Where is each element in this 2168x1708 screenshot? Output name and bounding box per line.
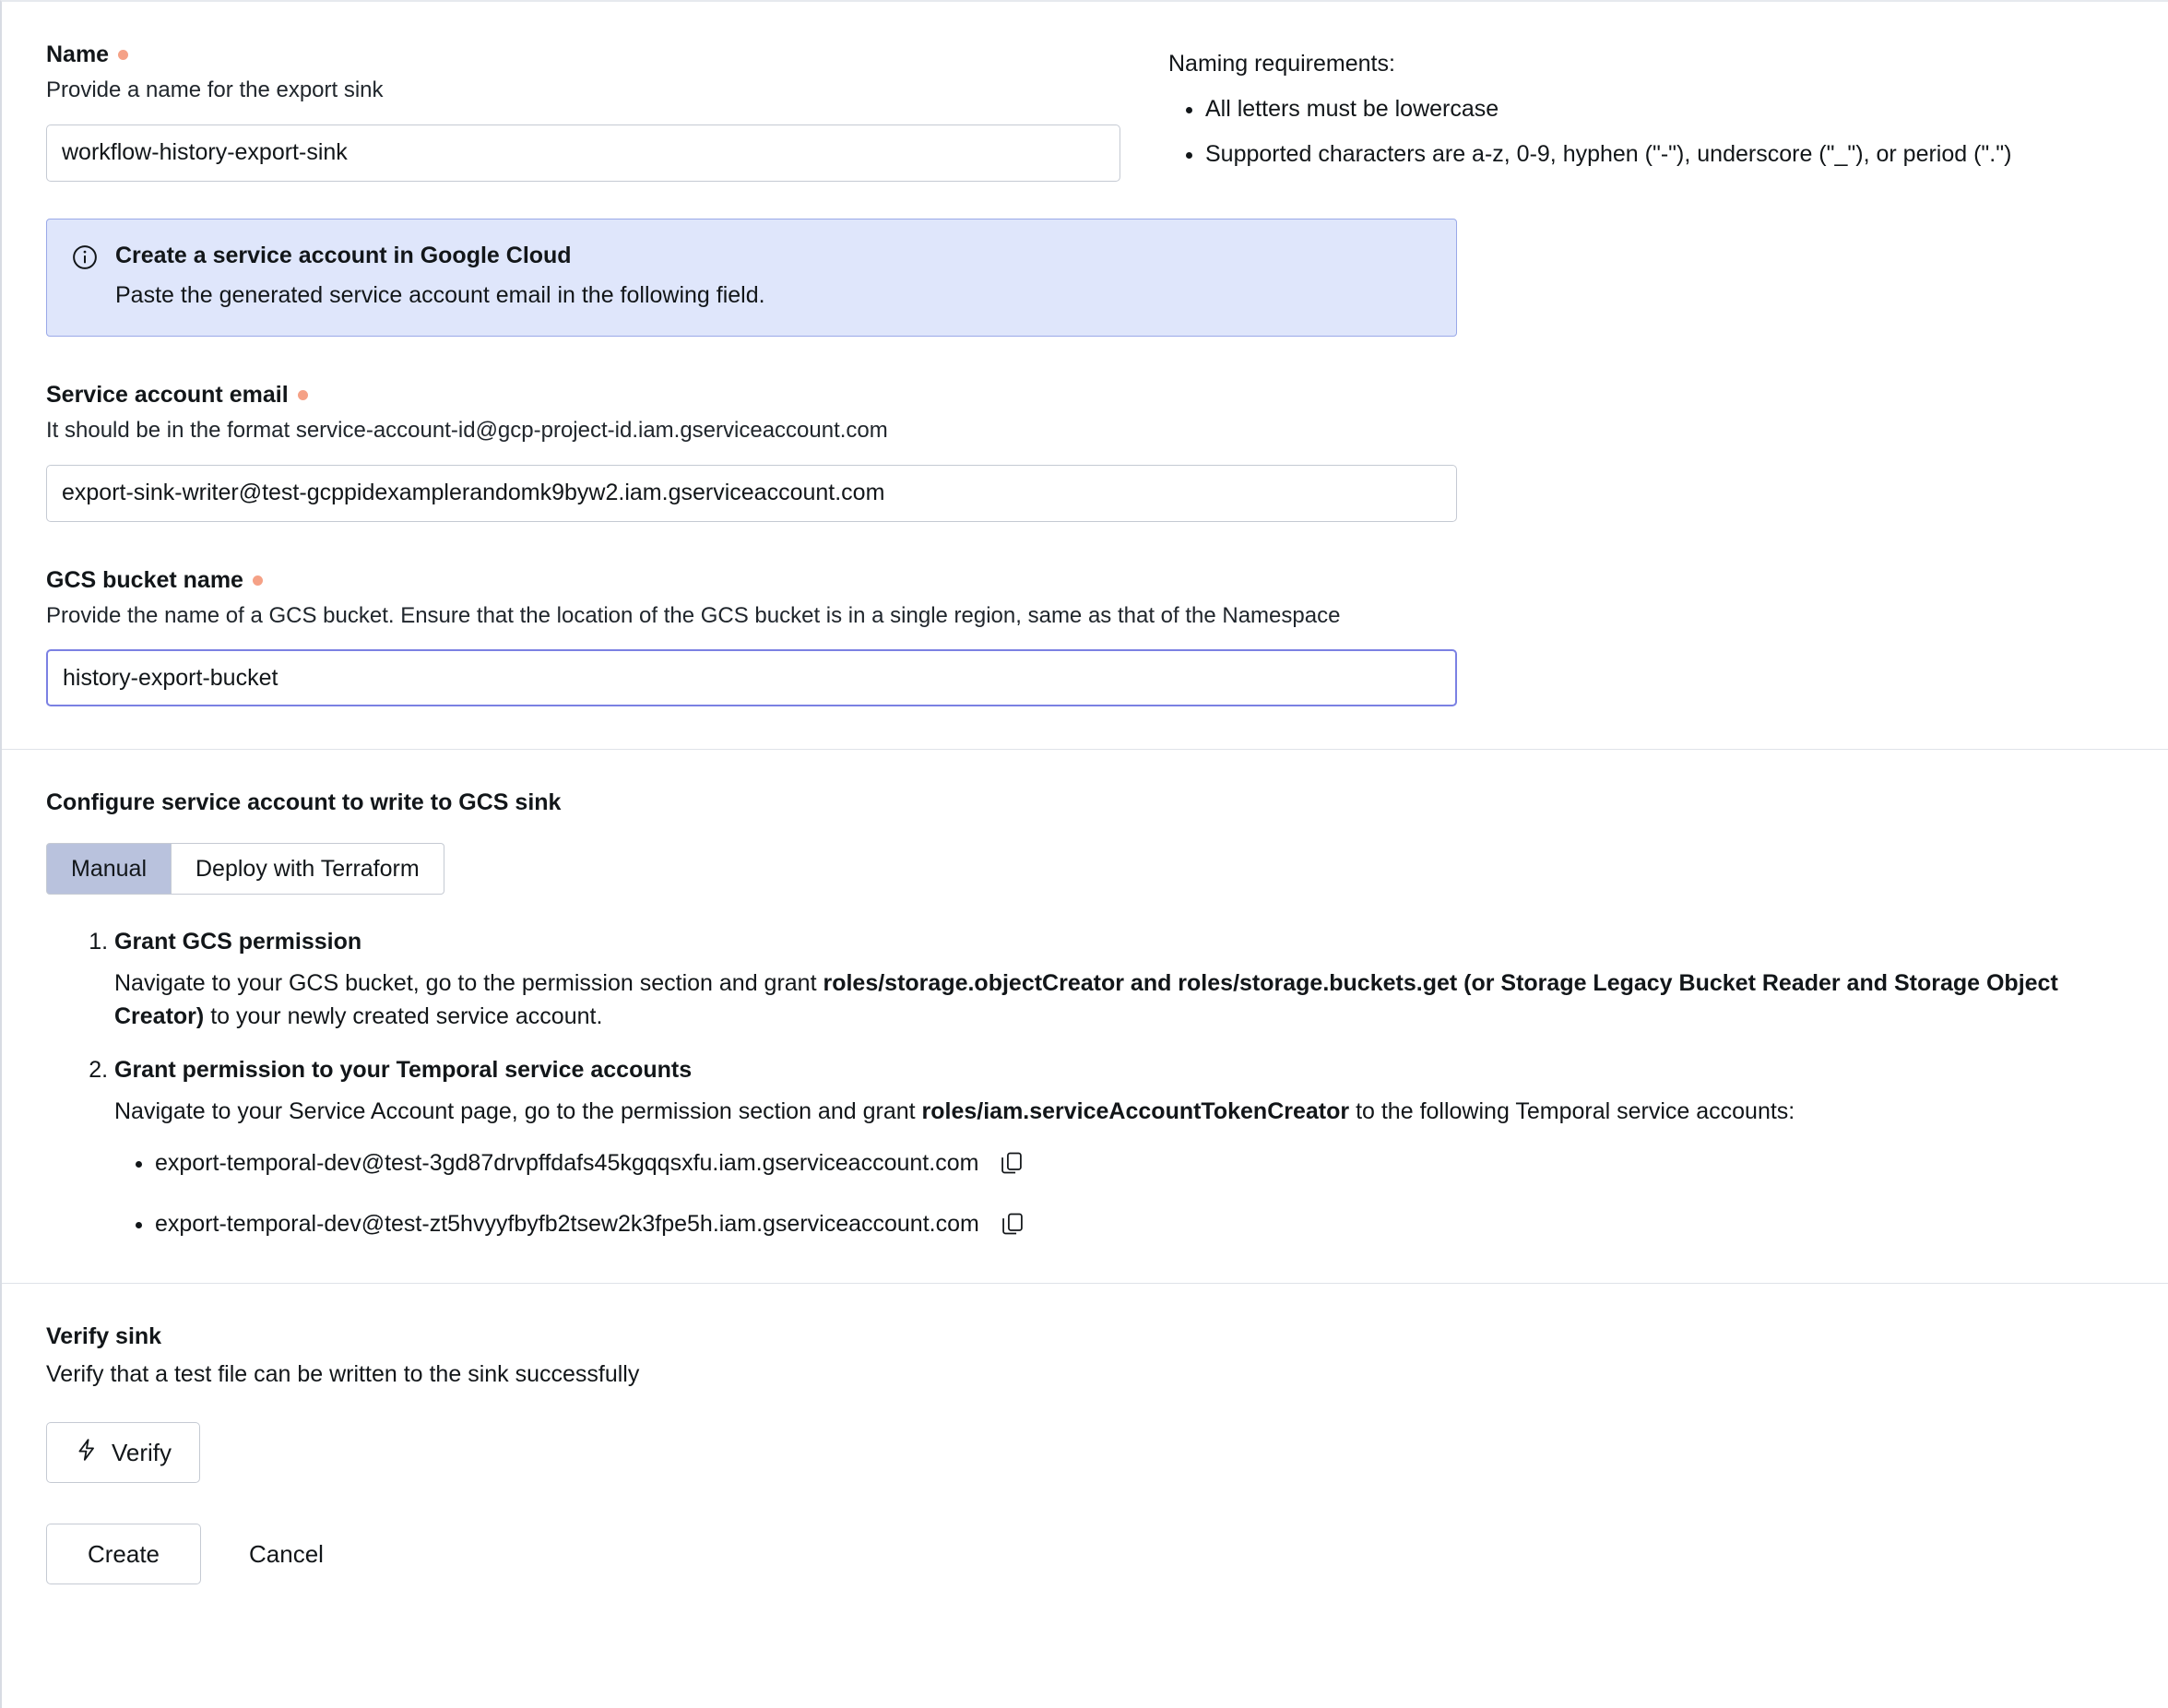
step-body-text: to your newly created service account. <box>204 1003 603 1030</box>
service-account-email-input[interactable] <box>46 465 1457 522</box>
gcs-bucket-label-text: GCS bucket name <box>46 566 243 593</box>
name-label <box>46 39 1120 71</box>
name-help-text: Provide a name for the export sink <box>46 77 384 102</box>
gcs-bucket-input[interactable] <box>46 649 1457 706</box>
info-icon <box>71 243 99 271</box>
tab-manual[interactable]: Manual <box>46 843 172 895</box>
service-account-callout <box>46 219 1457 337</box>
required-dot-icon <box>253 575 263 586</box>
step-body <box>114 1095 2124 1241</box>
required-dot-icon <box>118 50 128 60</box>
step-body <box>114 967 2124 1034</box>
create-button[interactable]: Create <box>46 1524 201 1584</box>
copy-icon[interactable] <box>1000 1211 1025 1237</box>
gcs-bucket-help: Provide the name of a GCS bucket. Ensure that the location of the GCS bucket is in a single region, same as that of the Namespace <box>46 602 1341 628</box>
temporal-service-accounts-list <box>114 1146 2124 1241</box>
service-account-value: • export-temporal-dev@test-3gd87drvpffdafs45kgqqsxfu.iam.gserviceaccount.com <box>155 1149 979 1176</box>
verify-button[interactable] <box>46 1422 200 1483</box>
service-account-email-help: It should be in the format service-account-id@gcp-project-id.iam.gserviceaccount.com <box>46 418 888 443</box>
verify-sink-help: Verify that a test file can be written to the sink successfully <box>46 1361 640 1388</box>
service-account-email-label <box>46 379 2124 411</box>
verify-sink-title: Verify sink <box>46 1323 162 1350</box>
name-and-requirements-row <box>46 39 2124 184</box>
naming-requirement-item: • All letters must be lowercase <box>1205 93 2124 125</box>
service-account-value: • export-temporal-dev@test-zt5hvyyfbyfb2tsew2k3fpe5h.iam.gserviceaccount.com <box>155 1211 979 1238</box>
naming-requirements <box>1120 39 2124 184</box>
configure-tabs <box>46 843 2124 895</box>
cancel-button[interactable]: Cancel <box>232 1540 340 1569</box>
callout-text-block <box>115 240 765 312</box>
step-body-text: to the following Temporal service accounts: <box>1349 1097 1795 1124</box>
divider <box>2 749 2168 750</box>
name-input[interactable] <box>46 125 1120 182</box>
form-footer <box>46 1524 2124 1612</box>
copy-icon[interactable] <box>999 1150 1025 1176</box>
callout-body: Paste the generated service account email in the following field. <box>115 282 765 308</box>
configure-steps <box>46 926 2124 1240</box>
naming-requirements-list <box>1168 93 2124 171</box>
step-body-text: Navigate to your Service Account page, go to the permission section and grant <box>114 1097 922 1124</box>
name-label-text: Name <box>46 42 110 67</box>
verify-button-label: Verify <box>112 1438 172 1466</box>
step-body-strong: roles/iam.serviceAccountTokenCreator <box>921 1097 1350 1124</box>
name-field-group <box>46 39 1120 182</box>
step-title: Grant permission to your Temporal service accounts <box>114 1056 693 1083</box>
list-item <box>155 1146 2124 1180</box>
step-grant-temporal-permission <box>114 1054 2124 1241</box>
list-item <box>155 1207 2124 1240</box>
gcs-bucket-label <box>46 564 2124 597</box>
lightning-icon <box>75 1438 99 1468</box>
required-dot-icon <box>298 390 308 400</box>
service-account-email-label-text: Service account email <box>46 382 289 408</box>
service-account-email-group <box>46 379 2124 522</box>
callout-title: Create a service account in Google Cloud <box>115 243 572 268</box>
configure-section-title: Configure service account to write to GCS sink <box>46 789 562 816</box>
step-title: Grant GCS permission <box>114 929 362 955</box>
gcs-bucket-group <box>46 564 2124 707</box>
step-body-text: Navigate to your GCS bucket, go to the permission section and grant <box>114 970 823 997</box>
tab-deploy-with-terraform[interactable]: Deploy with Terraform <box>172 843 444 895</box>
step-grant-gcs-permission <box>114 926 2124 1034</box>
naming-requirement-item: • Supported characters are a-z, 0-9, hyphen ("-"), underscore ("_"), or period (".") <box>1205 138 2124 171</box>
step-body-strong: roles/storage.objectCreator and roles/storage.buckets.get (or Storage Legacy Bucket Reader and Storage Object Creator) <box>114 970 2058 1030</box>
divider <box>2 1283 2168 1284</box>
naming-requirements-title: Naming requirements: <box>1168 51 1395 77</box>
